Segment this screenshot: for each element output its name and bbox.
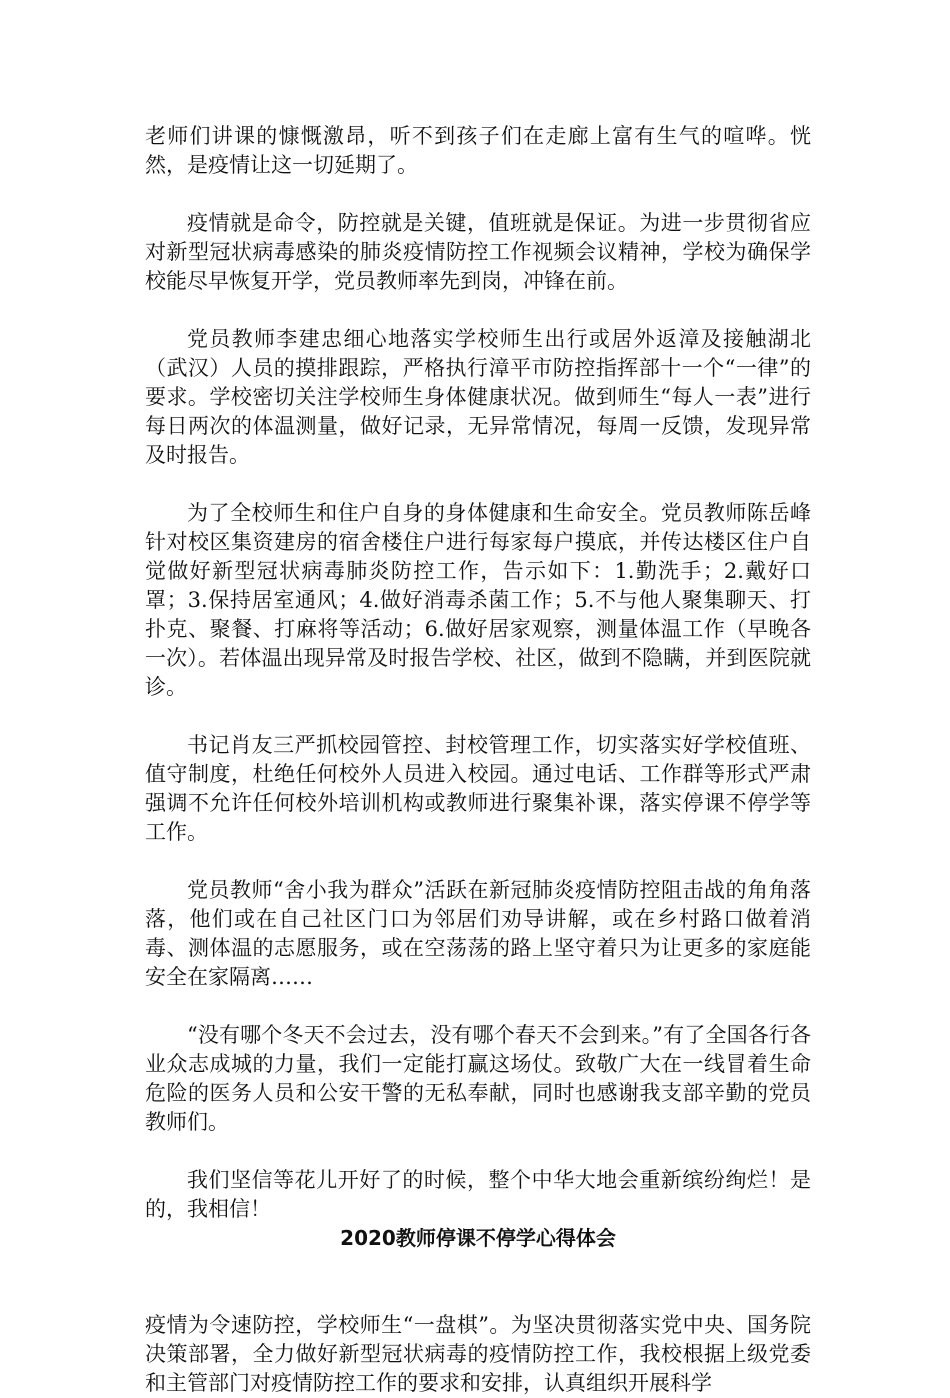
paragraph-closing: 疫情为令速防控，学校师生“一盘棋”。为坚决贯彻落实党中央、国务院决策部署，全力做好新型冠状病毒的疫情防控工作，我校根据上级党委和主管部门对疫情防控工作的要求和安排，认真组织开展科学 (145, 1313, 811, 1395)
paragraph-campus-control: 书记肖友三严抓校园管控、封校管理工作，切实落实好学校值班、值守制度，杜绝任何校外人员进入校园。通过电话、工作群等形式严肃强调不允许任何校外培训机构或教师进行聚集补课，落实停课不停学等工作。 (145, 733, 811, 844)
paragraph-tribute: “没有哪个冬天不会过去，没有哪个春天不会到来。”有了全国各行各业众志成城的力量，我们一定能打赢这场仗。致敬广大在一线冒着生命危险的医务人员和公安干警的无私奉献，同时也感谢我支部辛勤的党员教师们。 (145, 1023, 811, 1134)
paragraph-gap (145, 470, 811, 499)
paragraph-gap (145, 847, 811, 876)
paragraph-gap (145, 296, 811, 325)
document-page (145, 122, 811, 1398)
paragraph-belief: 我们坚信等花儿开好了的时候，整个中华大地会重新缤纷绚烂！是的，我相信！ (145, 1168, 811, 1221)
paragraph-volunteers: 党员教师“舍小我为群众”活跃在新冠肺炎疫情防控阻击战的角角落落，他们或在自己社区门口为邻居们劝导讲解，或在乡村路口做着消毒、测体温的志愿服务，或在空荡荡的路上坚守着只为让更多的家庭能安全在家隔离…… (145, 878, 811, 989)
paragraph-gap (145, 992, 811, 1021)
paragraph-gap (145, 1137, 811, 1166)
paragraph-gap (145, 702, 811, 731)
paragraph-residents: 为了全校师生和住户自身的身体健康和生命安全。党员教师陈岳峰针对校区集资建房的宿舍楼住户进行每家每户摸底，并传达楼区住户自觉做好新型冠状病毒肺炎防控工作，告示如下：1.勤洗手；2.戴好口罩；3.保持居室通风；4.做好消毒杀菌工作；5.不与他人聚集聊天、打扑克、聚餐、打麻将等活动；6.做好居家观察，测量体温工作（早晚各一次）。若体温出现异常及时报告学校、社区，做到不隐瞒，并到医院就诊。 (145, 501, 811, 699)
paragraph-tracking: 党员教师李建忠细心地落实学校师生出行或居外返漳及接触湖北（武汉）人员的摸排跟踪，严格执行漳平市防控指挥部十一个“一律”的要求。学校密切关注学校师生身体健康状况。做到师生“每人一表”进行每日两次的体温测量，做好记录，无异常情况，每周一反馈，发现异常及时报告。 (145, 327, 811, 467)
title-gap (145, 1253, 811, 1311)
paragraph-duty: 疫情就是命令，防控就是关键，值班就是保证。为进一步贯彻省应对新型冠状病毒感染的肺炎疫情防控工作视频会议精神，学校为确保学校能尽早恢复开学，党员教师率先到岗，冲锋在前。 (145, 211, 811, 293)
paragraph-continuation: 老师们讲课的慷慨激昂，听不到孩子们在走廊上富有生气的喧哗。恍然，是疫情让这一切延期了。 (145, 124, 811, 177)
section-title: 2020教师停课不停学心得体会 (340, 1226, 616, 1250)
paragraph-gap (145, 180, 811, 209)
